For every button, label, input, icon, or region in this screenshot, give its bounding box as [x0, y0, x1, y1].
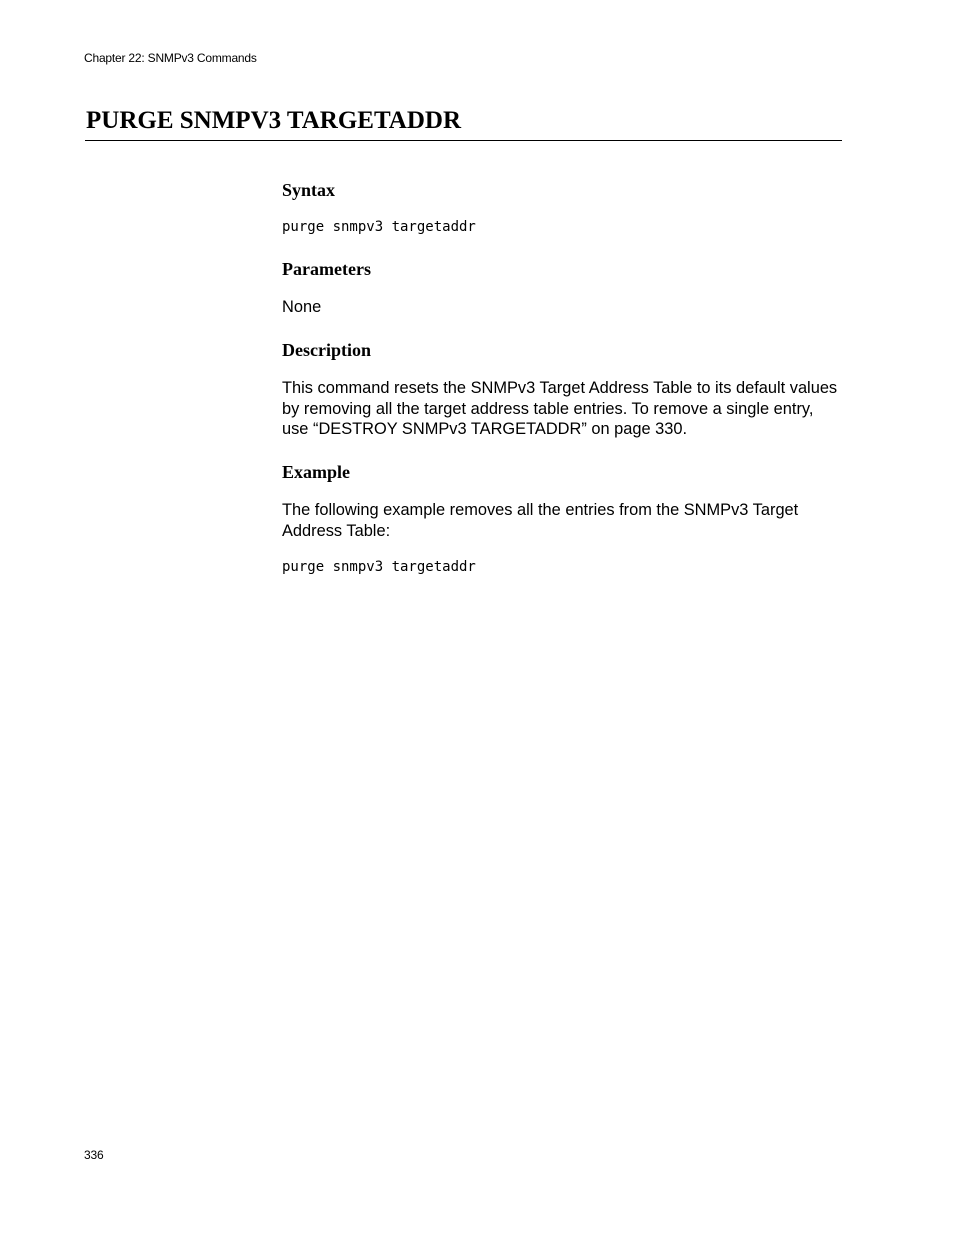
example-code: purge snmpv3 targetaddr: [282, 559, 476, 575]
parameters-heading: Parameters: [282, 259, 371, 279]
page-title: PURGE SNMPV3 TARGETADDR: [86, 107, 462, 134]
example-heading: Example: [282, 462, 351, 482]
running-header: Chapter 22: SNMPv3 Commands: [84, 51, 257, 65]
title-rule: [85, 140, 842, 141]
syntax-heading: Syntax: [282, 180, 336, 200]
description-text: This command resets the SNMPv3 Target Address Table to its default values by removing all the target address table entries. To remove a single entry, use “DESTROY SNMPv3 TARGETADDR” on page 330.: [282, 379, 838, 438]
description-heading: Description: [282, 340, 371, 360]
syntax-code: purge snmpv3 targetaddr: [282, 219, 476, 235]
page-number: 336: [84, 1148, 104, 1162]
parameters-text: None: [282, 298, 322, 316]
example-text: The following example removes all the entries from the SNMPv3 Target Address Table:: [282, 501, 799, 540]
